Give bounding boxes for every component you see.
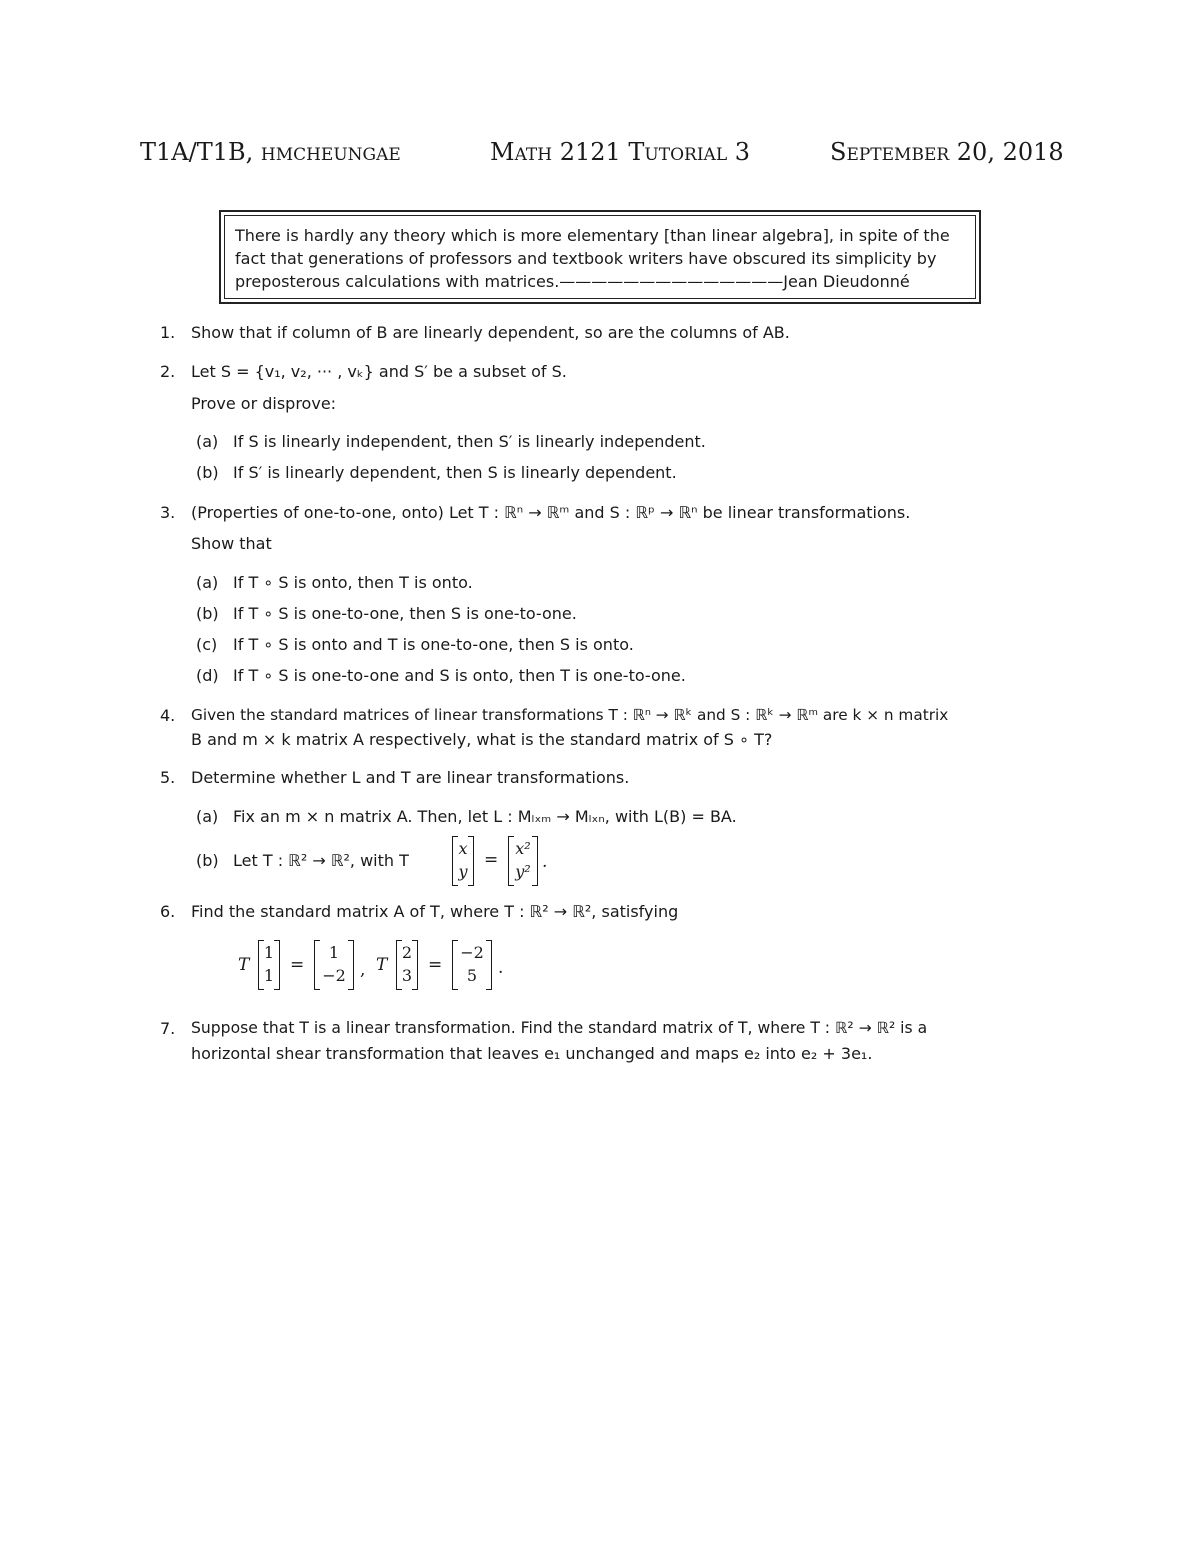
problem-3-text: (Properties of one-to-one, onto) Let T : ℝⁿ → ℝᵐ and S : ℝᵖ → ℝⁿ be linear transformations.	[191, 503, 911, 522]
problem-2b-label: (b)	[196, 463, 219, 482]
problem-5b-label: (b)	[196, 851, 219, 870]
problem-7-line-1: Suppose that T is a linear transformation. Find the standard matrix of T, where T : ℝ² → ℝ² is a	[191, 1019, 928, 1037]
problem-5-text: Determine whether L and T are linear transformations.	[191, 768, 630, 787]
quote-text: There is hardly any theory which is more elementary [than linear algebra], in spite of the fact that generations of professors and textbook writers have obscured its simplicity by preposterous calculations with matrices.——————————————Jean Dieudonné	[224, 215, 976, 299]
matrix-entry: 1	[263, 966, 275, 985]
matrix-entry: 1	[263, 943, 275, 962]
problem-3-number: 3.	[160, 503, 176, 522]
problem-2-number: 2.	[160, 362, 176, 381]
problem-2-text: Let S = {v₁, v₂, ··· , vₖ} and S′ be a subset of S.	[191, 362, 567, 381]
matrix-entry: 5	[466, 966, 478, 985]
problem-3a-label: (a)	[196, 573, 219, 592]
problem-5b-output-vector	[508, 836, 538, 886]
problem-5b-input-vector	[452, 836, 474, 886]
matrix-entry: −2	[322, 966, 346, 985]
problem-6-number: 6.	[160, 902, 176, 921]
matrix-entry: x	[458, 839, 468, 858]
problem-2a-text: If S is linearly independent, then S′ is linearly independent.	[233, 432, 706, 451]
problem-1-text: Show that if column of B are linearly dependent, so are the columns of AB.	[191, 323, 790, 342]
matrix-entry: y²	[515, 862, 531, 881]
problem-3b-label: (b)	[196, 604, 219, 623]
problem-1-number: 1.	[160, 323, 176, 342]
problem-6-vector-3	[396, 940, 418, 990]
problem-6-T-symbol: T	[238, 955, 250, 975]
problem-6-text: Find the standard matrix A of T, where T : ℝ² → ℝ², satisfying	[191, 902, 679, 921]
problem-3c-text: If T ∘ S is onto and T is one-to-one, then S is onto.	[233, 635, 634, 654]
problem-3d-label: (d)	[196, 666, 219, 685]
problem-4-line-2: B and m × k matrix A respectively, what is the standard matrix of S ∘ T?	[191, 730, 773, 749]
matrix-entry: 2	[401, 943, 413, 962]
problem-6-equals: =	[290, 955, 305, 975]
matrix-entry: −2	[460, 943, 484, 962]
problem-5b-text: Let T : ℝ² → ℝ², with T	[233, 851, 409, 870]
problem-2a-label: (a)	[196, 432, 219, 451]
problem-5a-label: (a)	[196, 807, 219, 826]
problem-3a-text: If T ∘ S is onto, then T is onto.	[233, 573, 473, 592]
problem-5-number: 5.	[160, 768, 176, 787]
problem-4-number: 4.	[160, 706, 176, 725]
header-course-section: T1A/T1B, hmcheungae	[140, 138, 401, 166]
problem-6-T-symbol: T	[376, 955, 388, 975]
problem-2b-text: If S′ is linearly dependent, then S is linearly dependent.	[233, 463, 677, 482]
problem-6-vector-4	[452, 940, 492, 990]
problem-7-line-2: horizontal shear transformation that leaves e₁ unchanged and maps e₂ into e₂ + 3e₁.	[191, 1044, 873, 1063]
problem-2-subtext: Prove or disprove:	[191, 394, 337, 413]
problem-5b-period: .	[542, 852, 548, 872]
problem-5a-text: Fix an m × n matrix A. Then, let L : Mₗₓₘ → Mₗₓₙ, with L(B) = BA.	[233, 807, 737, 826]
problem-3c-label: (c)	[196, 635, 218, 654]
matrix-entry: y	[458, 862, 468, 881]
problem-6-vector-1	[258, 940, 280, 990]
problem-4-line-1: Given the standard matrices of linear transformations T : ℝⁿ → ℝᵏ and S : ℝᵏ → ℝᵐ are k × n matrix	[191, 706, 949, 724]
problem-3-subtext: Show that	[191, 534, 272, 553]
problem-6-vector-2	[314, 940, 354, 990]
matrix-entry: 3	[401, 966, 413, 985]
problem-5b-equals: =	[484, 850, 499, 870]
problem-3b-text: If T ∘ S is one-to-one, then S is one-to-one.	[233, 604, 577, 623]
problem-6-equals: =	[428, 955, 443, 975]
matrix-entry: x²	[515, 839, 531, 858]
problem-7-number: 7.	[160, 1019, 176, 1038]
problem-6-comma: ,	[360, 960, 366, 980]
quote-box	[219, 210, 981, 304]
problem-3d-text: If T ∘ S is one-to-one and S is onto, then T is one-to-one.	[233, 666, 686, 685]
problem-6-period: .	[498, 958, 504, 978]
header-title: Math 2121 Tutorial 3	[490, 138, 751, 166]
matrix-entry: 1	[328, 943, 340, 962]
header-date: September 20, 2018	[830, 138, 1064, 166]
